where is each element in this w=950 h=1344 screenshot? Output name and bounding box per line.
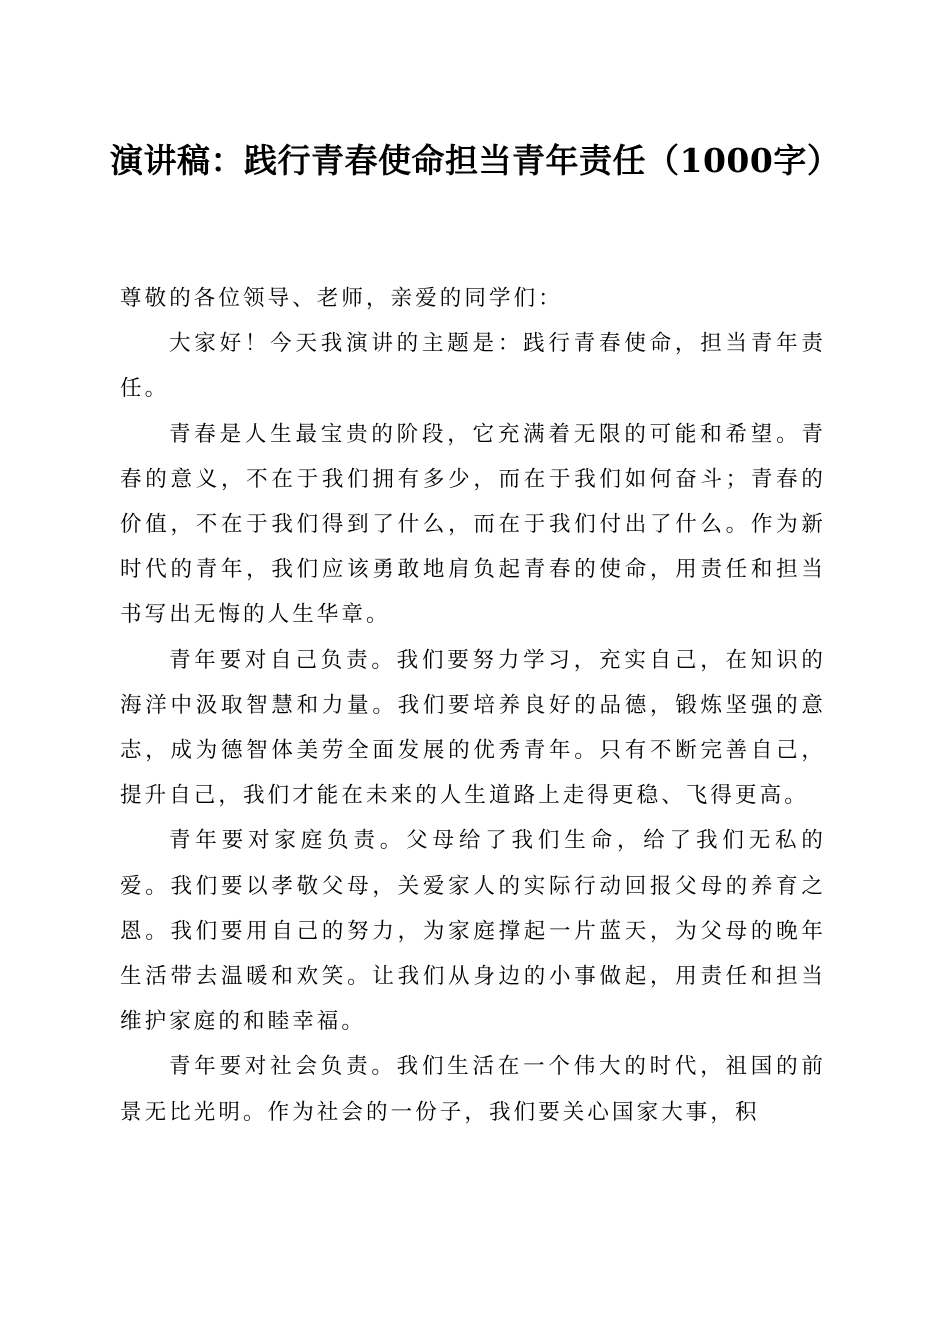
salutation: 尊敬的各位领导、老师，亲爱的同学们： bbox=[120, 286, 563, 311]
paragraph-intro: 大家好！今天我演讲的主题是：践行青春使命，担当青年责任。 bbox=[120, 331, 826, 402]
paragraph-self-responsibility: 青年要对自己负责。我们要努力学习，充实自己，在知识的海洋中汲取智慧和力量。我们要培养良好的品德，锻炼坚强的意志，成为德智体美劳全面发展的优秀青年。只有不断完善自己，提升自己，我们才能在未来的人生道路上走得更稳、飞得更高。 bbox=[120, 647, 826, 809]
paragraph-family-responsibility: 青年要对家庭负责。父母给了我们生命，给了我们无私的爱。我们要以孝敬父母，关爱家人的实际行动回报父母的养育之恩。我们要用自己的努力，为家庭撑起一片蓝天，为父母的晚年生活带去温暖和欢笑。让我们从身边的小事做起，用责任和担当维护家庭的和睦幸福。 bbox=[120, 828, 826, 1035]
paragraph-society-responsibility: 青年要对社会负责。我们生活在一个伟大的时代，祖国的前景无比光明。作为社会的一份子，我们要关心国家大事，积 bbox=[120, 1054, 826, 1125]
paragraph-youth-meaning: 青春是人生最宝贵的阶段，它充满着无限的可能和希望。青春的意义，不在于我们拥有多少，而在于我们如何奋斗；青春的价值，不在于我们得到了什么，而在于我们付出了什么。作为新时代的青年，我们应该勇敢地肩负起青春的使命，用责任和担当书写出无悔的人生华章。 bbox=[120, 421, 826, 628]
page-title: 演讲稿：践行青春使命担当青年责任（1000字） bbox=[110, 141, 841, 180]
document-body bbox=[120, 276, 826, 1135]
